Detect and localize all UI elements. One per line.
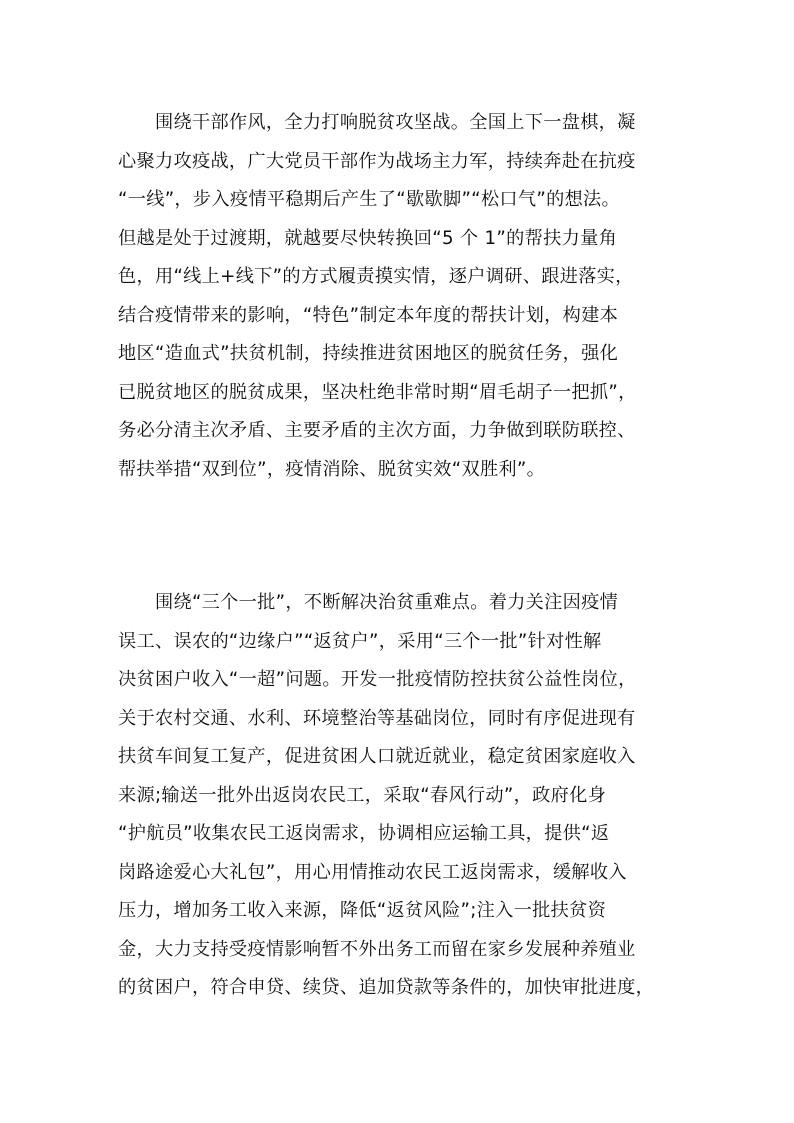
text-line: 来源;输送一批外出返岗农民工，采取“春风行动”，政府化身 bbox=[118, 784, 607, 806]
text-line: 的贫困户，符合申贷、续贷、追加贷款等条件的，加快审批进度， bbox=[118, 977, 655, 998]
text-line: 已脱贫地区的脱贫成果，坚决杜绝非常时期“眉毛胡子一把抓”， bbox=[118, 381, 637, 403]
text-line: 结合疫情带来的影响，“特色”制定本年度的帮扶计划，构建本 bbox=[118, 304, 619, 326]
text-line: 围绕干部作风，全力打响脱贫攻坚战。全国上下一盘棋，凝 bbox=[118, 112, 636, 133]
text-line: 地区“造血式”扶贫机制，持续推进贫困地区的脱贫任务，强化 bbox=[118, 343, 619, 364]
text-line: 金，大力支持受疫情影响暂不外出务工而留在家乡发展种养殖业 bbox=[118, 938, 636, 960]
paragraph-three-batches bbox=[118, 584, 708, 1008]
text-line: 务必分清主次矛盾、主要矛盾的主次方面，力争做到联防联控、 bbox=[118, 420, 636, 441]
text-line: 误工、误农的“边缘户”“返贫户”，采用“三个一批”针对性解 bbox=[118, 630, 602, 652]
text-line: 岗路途爱心大礼包”，用心用情推动农民工返岗需求，缓解收入 bbox=[118, 861, 627, 883]
text-line: 色，用“线上+线下”的方式履责摸实情，逐户调研、跟进落实， bbox=[118, 266, 634, 287]
text-line: 但越是处于过渡期，就越要尽快转换回“5 个 1”的帮扶力量角 bbox=[118, 227, 618, 249]
text-line: 心聚力攻疫战，广大党员干部作为战场主力军，持续奔赴在抗疫 bbox=[118, 150, 636, 172]
text-line: 决贫困户收入“一超”问题。开发一批疫情防控扶贫公益性岗位， bbox=[118, 669, 637, 690]
paragraph-cadre-style bbox=[118, 104, 708, 489]
text-line: 压力，增加务工收入来源，降低“返贫风险”;注入一批扶贫资 bbox=[118, 900, 607, 921]
text-line: “一线”，步入疫情平稳期后产生了“歇歇脚”“松口气”的想法。 bbox=[118, 189, 621, 210]
text-line: 关于农村交通、水利、环境整治等基础岗位，同时有序促进现有 bbox=[118, 707, 636, 729]
text-line: 围绕“三个一批”，不断解决治贫重难点。着力关注因疫情 bbox=[118, 592, 619, 613]
text-line: “护航员”收集农民工返岗需求，协调相应运输工具，提供“返 bbox=[118, 823, 610, 844]
text-line: 扶贫车间复工复产，促进贫困人口就近就业，稳定贫困家庭收入 bbox=[118, 746, 636, 767]
text-line: 帮扶举措“双到位”，疫情消除、脱贫实效“双胜利”。 bbox=[118, 458, 546, 480]
